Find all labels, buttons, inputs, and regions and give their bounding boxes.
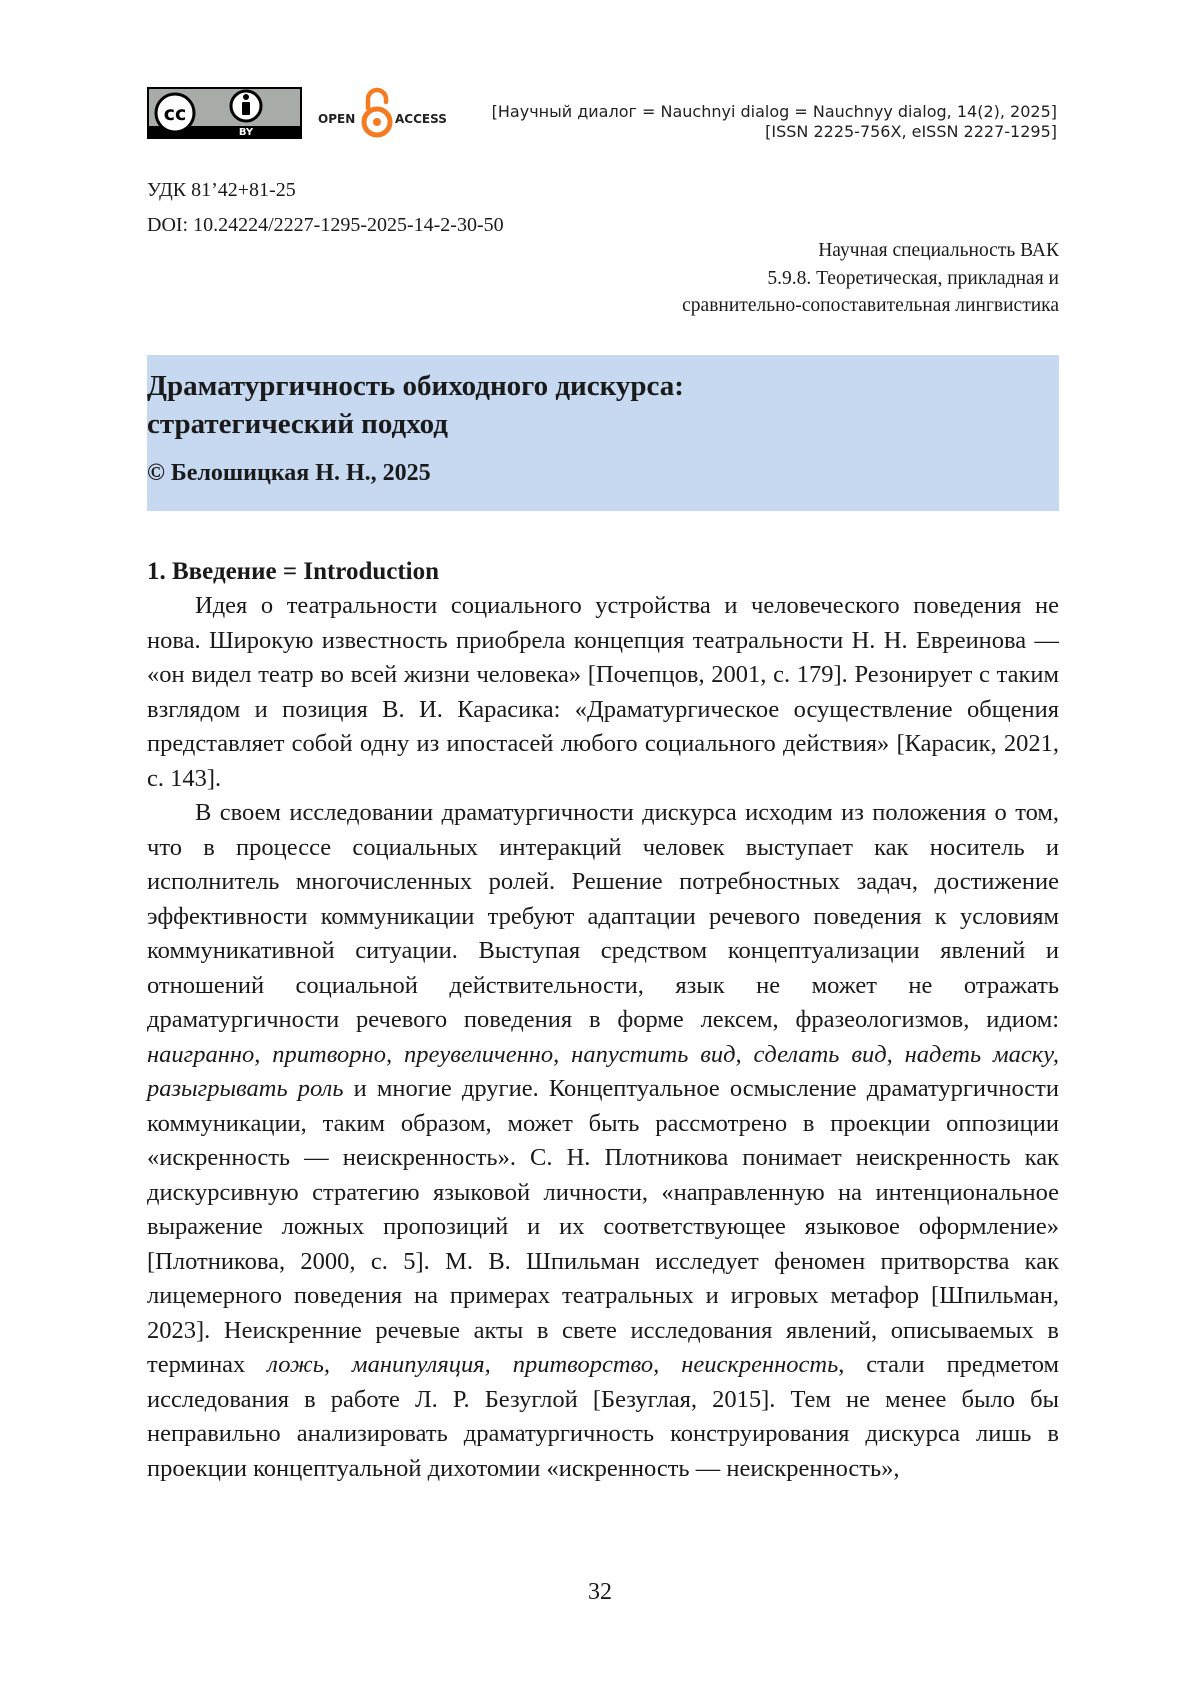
vak-specialty <box>682 237 1059 320</box>
paragraph-1: Идея о театральности социального устройства и человеческого поведения не нова. Широкую известность приобрела концепция театральности Н. Н. Евреинова — «он видел театр во всей жизни человека» [Почепцов, 2001, с. 179]. Резонирует с таким взглядом и позиция В. И. Карасика: «Драматургическое осуществление общения представляет собой одну из ипостасей любого социального действия» [Карасик, 2021, с. 143]. <box>147 592 1059 792</box>
article-title-block <box>147 355 1059 511</box>
article-author: © Белошицкая Н. Н., 2025 <box>147 460 431 486</box>
cc-by-icon <box>149 89 300 137</box>
article-title-line-2: стратегический подход <box>147 408 448 440</box>
license-label: BY <box>238 127 254 137</box>
article-body <box>147 555 1059 1486</box>
open-access-lock-icon <box>364 90 390 135</box>
article-identifiers <box>147 173 504 243</box>
svg-text:cc: cc <box>163 103 187 125</box>
journal-citation: [Научный диалог = Nauchnyi dialog = Nauchnyy dialog, 14(2), 2025] <box>491 102 1057 121</box>
paragraph-2-part-a: В своем исследовании драматургичности дискурса исходим из положения о том, что в процессе социальных интеракций человек выступает как носитель и исполнитель многочисленных ролей. Решение потребностных задач, достижение эффективности коммуникации требуют адаптации речевого поведения к условиям коммуникативной ситуации. Выступая средством концептуализации явлений и отношений социальной действительности, язык не может не отражать драматургичности речевого поведения в форме лексем, фразеологизмов, идиом: <box>147 799 1059 1033</box>
specialty-line-3: сравнительно-сопоставительная лингвистика <box>682 295 1059 316</box>
paragraph-2 <box>147 796 1059 1486</box>
open-access-logo <box>318 86 458 140</box>
open-access-left-text: OPEN <box>318 112 356 126</box>
open-access-right-text: ACCESS <box>395 112 447 126</box>
journal-issn: [ISSN 2225-756X, eISSN 2227-1295] <box>765 122 1057 141</box>
doi: DOI: 10.24224/2227-1295-2025-14-2-30-50 <box>147 214 504 236</box>
udk-code: УДК 81’42+81-25 <box>147 179 296 201</box>
paragraph-2-italic-1: наигранно, притворно, преувеличенно, напустить вид, сделать вид, надеть маску, разыгрывать роль <box>147 1040 1059 1102</box>
page-number: 32 <box>588 1579 612 1605</box>
section-heading: 1. Введение = Introduction <box>147 558 440 585</box>
specialty-line-1: Научная специальность ВАК <box>818 240 1059 261</box>
specialty-line-2: 5.9.8. Теоретическая, прикладная и <box>767 267 1059 289</box>
journal-info <box>492 102 1057 142</box>
paragraph-2-part-c: , стали предметом исследования в работе Л. Р. Безуглой [Безуглая, 2015]. Тем не менее было бы неправильно анализировать драматургичность конструирования дискурса лишь в проекции концептуальной дихотомии «искренность — неискренность», <box>147 1351 1059 1482</box>
cc-by-license-badge <box>147 87 302 139</box>
paragraph-2-part-b: и многие другие. Концептуальное осмысление драматургичности коммуникации, таким образом, может быть рассмотрено в проекции оппозиции «искренность — неискренность». С. Н. Плотникова понимает неискренность как дискурсивную стратегию языковой личности, «направленную на интенциональное выражение ложных пропозиций и их соответствующее языковое оформление» [Плотникова, 2000, с. 5]. М. В. Шпильман исследует феномен притворства как лицемерного поведения на примерах театральных и игровых метафор [Шпильман, 2023]. Неискренние речевые акты в свете исследования явлений, описываемых в терминах <box>147 1075 1059 1378</box>
article-title-line-1: Драматургичность обиходного дискурса: <box>147 370 684 402</box>
paragraph-2-italic-2: ложь, манипуляция, притворство, неискренность <box>267 1351 839 1378</box>
